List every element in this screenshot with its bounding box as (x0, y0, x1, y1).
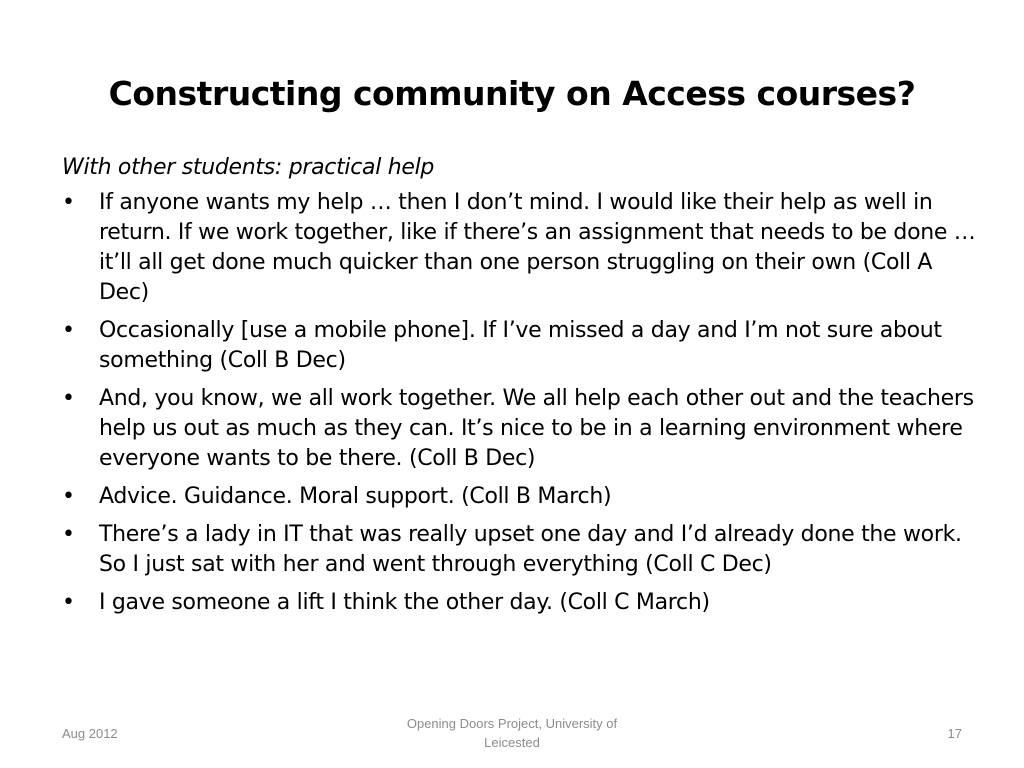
slide-subheading: With other students: practical help (62, 155, 435, 180)
bullet-list (62, 188, 982, 618)
footer-page-number: 17 (947, 726, 962, 741)
slide-title: Constructing community on Access courses? (108, 74, 916, 113)
bullet-item: • There’s a lady in IT that was really upset one day and I’d already done the work. So I just sat with her and went through everything (Coll C Dec) (62, 520, 982, 580)
bullet-item: • If anyone wants my help … then I don’t mind. I would like their help as well in return. If we work together, like if there’s an assignment that needs to be done … it’ll all get done much quicker than one person struggling on their own (Coll A Dec) (62, 188, 982, 308)
bullet-item: • And, you know, we all work together. We all help each other out and the teachers help us out as much as they can. It’s nice to be in a learning environment where everyone wants to be there. (Coll B Dec) (62, 384, 982, 474)
bullet-item: • I gave someone a lift I think the other day. (Coll C March) (62, 588, 982, 618)
slide-content (62, 150, 982, 626)
footer-date: Aug 2012 (62, 726, 118, 741)
footer-center-text: Opening Doors Project, University of Leicested (406, 716, 618, 750)
bullet-item: • Advice. Guidance. Moral support. (Coll B March) (62, 482, 982, 512)
bullet-item: • Occasionally [use a mobile phone]. If I’ve missed a day and I’m not sure about something (Coll B Dec) (62, 316, 982, 376)
